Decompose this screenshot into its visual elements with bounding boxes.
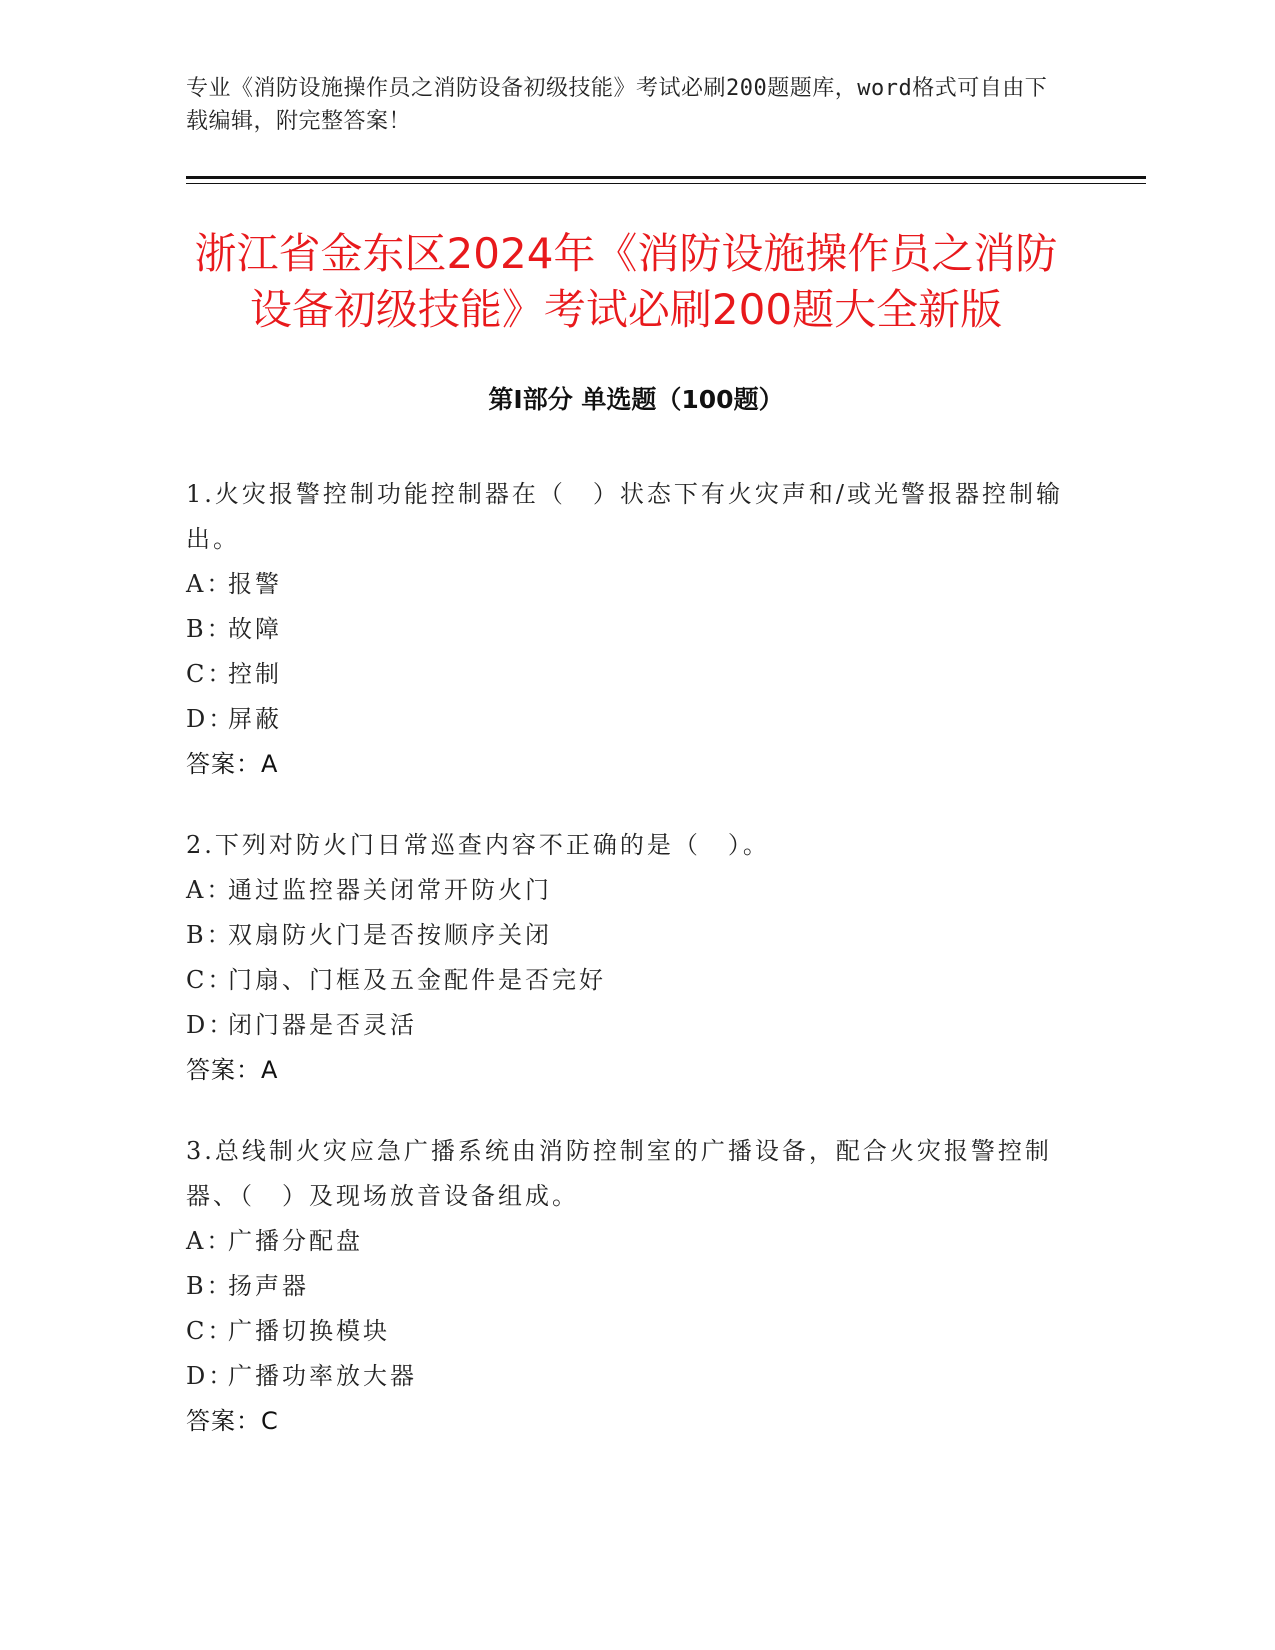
option-b: [186, 607, 1076, 652]
question-3: [186, 1129, 1076, 1444]
option-a: [186, 562, 1076, 607]
option-text: 广播分配盘: [228, 1227, 363, 1255]
option-key: C：: [186, 1317, 235, 1345]
option-text: 双扇防火门是否按顺序关闭: [228, 921, 552, 949]
option-text: 广播切换模块: [228, 1317, 390, 1345]
option-c: [186, 1309, 1076, 1354]
option-text: 闭门器是否灵活: [228, 1011, 417, 1039]
option-d: [186, 697, 1076, 742]
answer-line: 答案：C: [186, 1407, 279, 1435]
option-key: D：: [186, 1362, 236, 1390]
option-text: 门扇、门框及五金配件是否完好: [228, 966, 606, 994]
section-title: 第Ⅰ部分 单选题（100题）: [488, 385, 784, 414]
question-1: [186, 472, 1076, 787]
option-key: A：: [186, 876, 234, 904]
question-text: 3.总线制火灾应急广播系统由消防控制室的广播设备，配合火灾报警控制器、（ ）及现场放音设备组成。: [186, 1137, 1052, 1210]
option-key: B：: [186, 1272, 234, 1300]
option-key: C：: [186, 966, 235, 994]
option-key: B：: [186, 921, 234, 949]
option-text: 控制: [228, 660, 282, 688]
question-text: 1.火灾报警控制功能控制器在（ ）状态下有火灾声和/或光警报器控制输出。: [186, 480, 1063, 553]
option-text: 屏蔽: [228, 705, 282, 733]
answer-line: 答案：A: [186, 750, 279, 778]
option-a: [186, 868, 1076, 913]
option-key: B：: [186, 615, 234, 643]
option-key: D：: [186, 705, 236, 733]
option-text: 故障: [228, 615, 282, 643]
header-rule-thick: [186, 176, 1146, 179]
option-c: [186, 958, 1076, 1003]
option-d: [186, 1003, 1076, 1048]
question-2: [186, 823, 1076, 1093]
header-note: 专业《消防设施操作员之消防设备初级技能》考试必刷200题题库，word格式可自由下载编辑，附完整答案！: [186, 76, 1048, 134]
document-title: 浙江省金东区2024年《消防设施操作员之消防设备初级技能》考试必刷200题大全新版: [194, 229, 1058, 334]
option-b: [186, 913, 1076, 958]
option-text: 报警: [228, 570, 282, 598]
option-d: [186, 1354, 1076, 1399]
option-text: 扬声器: [228, 1272, 309, 1300]
option-text: 通过监控器关闭常开防火门: [228, 876, 552, 904]
option-key: C：: [186, 660, 235, 688]
header-rule-thin: [186, 183, 1146, 184]
option-key: D：: [186, 1011, 236, 1039]
question-text: 2.下列对防火门日常巡查内容不正确的是（ ）。: [186, 831, 770, 859]
option-key: A：: [186, 570, 234, 598]
option-a: [186, 1219, 1076, 1264]
question-list: [186, 472, 1076, 1480]
answer-line: 答案：A: [186, 1056, 279, 1084]
option-c: [186, 652, 1076, 697]
option-b: [186, 1264, 1076, 1309]
option-text: 广播功率放大器: [228, 1362, 417, 1390]
option-key: A：: [186, 1227, 234, 1255]
